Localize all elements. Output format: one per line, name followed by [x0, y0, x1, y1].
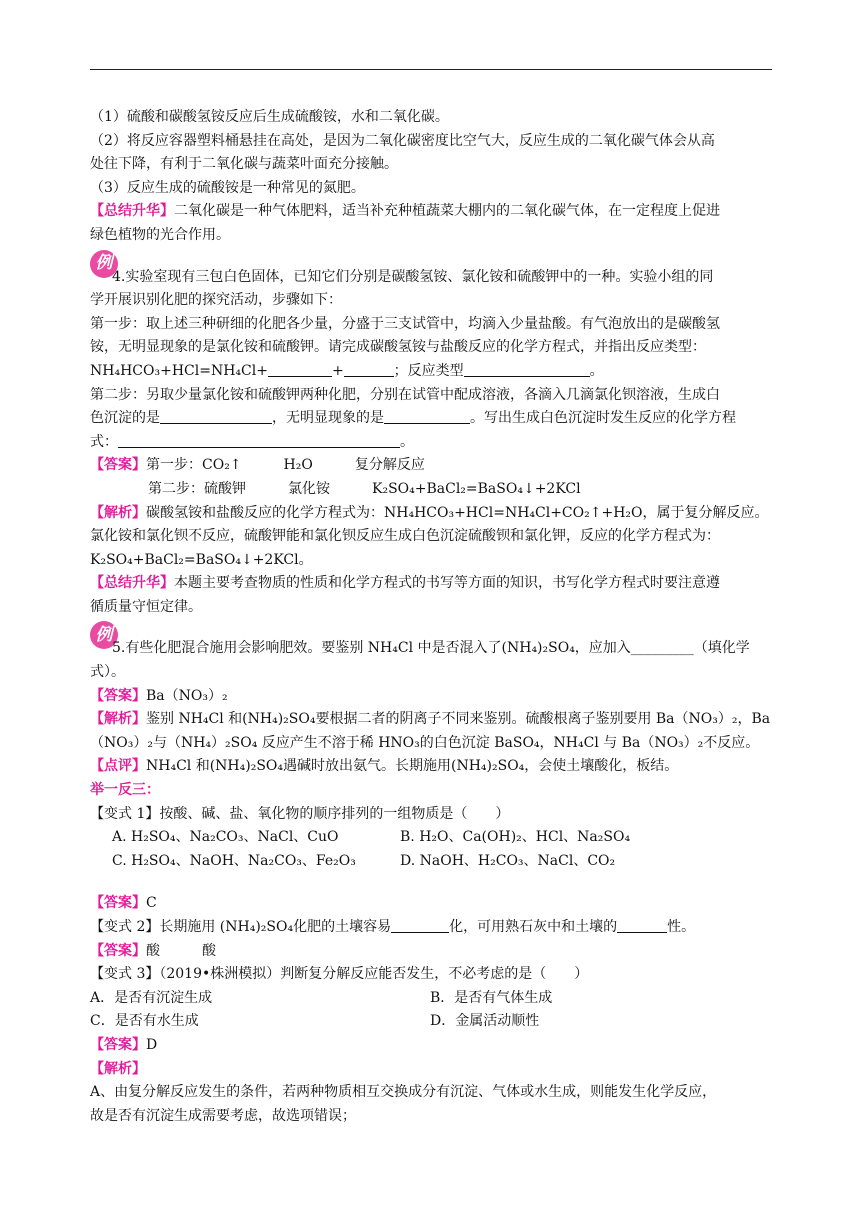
- v1-option-d[interactable]: D. NaOH、H₂CO₃、NaCl、CO₂: [400, 852, 616, 869]
- summary-1b: 绿色植物的光合作用。: [90, 226, 230, 243]
- document-body: [90, 106, 772, 1128]
- v1-text: 按酸、碱、盐、氧化物的顺序排列的一组物质是（ ）: [159, 805, 510, 822]
- v3-option-c[interactable]: C．是否有水生成: [90, 1013, 199, 1030]
- ex4-line-a: 4.实验室现有三包白色固体，已知它们分别是碳酸氢铵、氯化铵和硫酸钾中的一种。实验小组的同: [112, 268, 714, 285]
- sum4-line-1: [90, 572, 772, 596]
- v1-answer-text: C: [146, 895, 157, 912]
- v1-option-b[interactable]: B. H₂O、Ca(OH)₂、HCl、Na₂SO₄: [400, 829, 631, 846]
- blank-5[interactable]: [384, 409, 470, 424]
- v3-answer: [90, 1034, 772, 1058]
- comment-text: NH₄Cl 和(NH₄)₂SO₄遇碱时放出氨气。长期施用(NH₄)₂SO₄，会使土壤酸化，板结。: [146, 758, 679, 775]
- v3-option-b[interactable]: B．是否有气体生成: [430, 989, 553, 1006]
- ans5-text: Ba（NO₃）₂: [146, 687, 228, 704]
- para-2b: 处往下降，有利于二氧化碳与蔬菜叶面充分接触。: [90, 156, 398, 173]
- ex4-line-g: [90, 407, 772, 431]
- ana4-line-1: [90, 502, 772, 526]
- v1-options-row-1: [90, 826, 772, 850]
- h1: 式：: [90, 433, 118, 450]
- g1: 色沉淀的是: [90, 410, 160, 427]
- ana5-line-1: [90, 708, 772, 732]
- v2-blank-2[interactable]: [617, 918, 667, 933]
- sum4-line-2: 循质量守恒定律。: [90, 598, 202, 615]
- ana5-text-1: 鉴别 NH₄Cl 和(NH₄)₂SO₄要根据二者的阴离子不同来鉴别。硫酸根离子鉴别要用 Ba（NO₃）₂，Ba: [146, 711, 771, 728]
- variant-3-question: [90, 963, 772, 987]
- answer-tag: 【答案】: [90, 457, 146, 474]
- v1-tag: 【变式 1】: [90, 805, 160, 822]
- header-rule: [90, 69, 772, 70]
- g3: 。写出生成白色沉淀时发生反应的化学方程: [470, 410, 736, 427]
- v2-text-1: 长期施用 (NH₄)₂SO₄化肥的土壤容易: [159, 919, 392, 935]
- v2-text-2: 化，可用熟石灰中和土壤的: [449, 919, 618, 935]
- v3-options-row-1: [90, 987, 772, 1011]
- ans4-text-1: 第一步：CO₂↑ H₂O 复分解反应: [146, 457, 425, 474]
- analysis-tag-5: 【解析】: [90, 711, 146, 728]
- period: 。: [589, 362, 604, 379]
- ans4-line-1: [90, 454, 772, 478]
- blank-6[interactable]: [118, 433, 400, 448]
- answer-tag-v3: 【答案】: [90, 1036, 146, 1053]
- v3-options-row-2: [90, 1010, 772, 1034]
- g2: ，无明显现象的是: [272, 410, 384, 427]
- v3-analysis-line-2: 故是否有沉淀生成需要考虑，故选项错误；: [90, 1107, 356, 1124]
- v2-tag: 【变式 2】: [90, 919, 160, 935]
- blank-2[interactable]: [344, 362, 394, 377]
- v1-option-c[interactable]: C. H₂SO₄、NaOH、Na₂CO₃、Fe₂O₃: [112, 852, 356, 869]
- blank-1[interactable]: [268, 362, 332, 377]
- summary-tag: 【总结升华】: [90, 203, 174, 220]
- v3-text: （2019•株洲模拟）判断复分解反应能否发生，不必考虑的是（ ）: [159, 966, 589, 983]
- ex4-line-d: 铵，无明显现象的是氯化铵和硫酸钾。请完成碳酸氢铵与盐酸反应的化学方程式，并指出反应类型：: [90, 339, 706, 356]
- answer-tag-5: 【答案】: [90, 687, 146, 704]
- v1-option-a[interactable]: A. H₂SO₄、Na₂CO₃、NaCl、CuO: [112, 829, 339, 846]
- summary-tag-2: 【总结升华】: [90, 575, 174, 592]
- blank-4[interactable]: [160, 409, 272, 424]
- ana5-line-2: （NO₃）₂与（NH₄）₂SO₄ 反应产生不溶于稀 HNO₃的白色沉淀 BaSO₄，NH₄Cl 与 Ba（NO₃）₂不反应。: [90, 734, 760, 751]
- answer-tag-v2: 【答案】: [90, 942, 146, 959]
- ex5-line-a: 5.有些化肥混合施用会影响肥效。要鉴别 NH₄Cl 中是否混入了(NH₄)₂SO₄，应加入_________（填化学: [112, 640, 750, 657]
- v1-answer: [90, 892, 772, 916]
- ex4-line-b: 学开展识别化肥的探究活动，步骤如下：: [90, 292, 342, 309]
- v1-options-row-2: [90, 850, 772, 874]
- para-2a: （2）将反应容器塑料桶悬挂在高处，是因为二氧化碳密度比空气大，反应生成的二氧化碳气体会从高: [90, 132, 715, 149]
- ex4-equation: [90, 360, 772, 384]
- ex4-line-c: 第一步：取上述三种研细的化肥各少量，分盛于三支试管中，均滴入少量盐酸。有气泡放出的是碳酸氢: [90, 315, 720, 332]
- ana4-text-1: 碳酸氢铵和盐酸反应的化学方程式为：NH₄HCO₃+HCl=NH₄Cl+CO₂↑+H₂O，属于复分解反应。: [146, 504, 769, 521]
- ex4-eq-text: NH₄HCO₃+HCl=NH₄Cl+: [90, 362, 268, 379]
- v3-option-a[interactable]: A．是否有沉淀生成: [90, 989, 213, 1006]
- para-3: （3）反应生成的硫酸铵是一种常见的氮肥。: [90, 179, 365, 196]
- comment-tag: 【点评】: [90, 758, 146, 775]
- ex5-line-b: 式）。: [90, 664, 125, 681]
- jyfs-heading: 举一反三：: [90, 782, 160, 799]
- v2-answer: [90, 940, 772, 964]
- v2-answer-text: 酸 酸: [146, 942, 216, 959]
- ex4-line-f: 第二步：另取少量氯化铵和硫酸钾两种化肥，分别在试管中配成溶液，各滴入几滴氯化钡溶液，生成白: [90, 386, 720, 403]
- ana4-line-3: K₂SO₄+BaCl₂=BaSO₄↓+2KCl。: [90, 551, 313, 568]
- blank-3[interactable]: [464, 362, 590, 377]
- v3-analysis-line-1: A、由复分解反应发生的条件，若两种物质相互交换成分有沉淀、气体或水生成，则能发生化学反应，: [90, 1084, 717, 1101]
- v3-analysis-tag: 【解析】: [90, 1060, 146, 1077]
- v2-text-3: 性。: [667, 919, 696, 935]
- ans4-line-2: 第二步：硫酸钾 氯化铵 K₂SO₄+BaCl₂=BaSO₄↓+2KCl: [148, 480, 581, 497]
- v3-tag: 【变式 3】: [90, 966, 160, 983]
- answer-tag-v1: 【答案】: [90, 895, 146, 912]
- summary-1: [90, 200, 772, 224]
- example-badge-icon: 例: [90, 250, 118, 278]
- para-1: （1）硫酸和碳酸氢铵反应后生成硫酸铵，水和二氧化碳。: [90, 109, 449, 125]
- example-badge-icon: 例: [90, 621, 118, 649]
- ana4-line-2: 氯化铵和氯化钡不反应，硫酸钾能和氯化钡反应生成白色沉淀硫酸钡和氯化钾，反应的化学方程式为：: [90, 528, 720, 545]
- variant-1-question: [90, 803, 772, 827]
- summary-text: 二氧化碳是一种气体肥料，适当补充种植蔬菜大棚内的二氧化碳气体，在一定程度上促进: [174, 203, 720, 220]
- sum4-text: 本题主要考查物质的性质和化学方程式的书写等方面的知识，书写化学方程式时要注意遵: [174, 575, 720, 592]
- analysis-tag: 【解析】: [90, 504, 146, 521]
- variant-2-question: [90, 916, 772, 940]
- plus-sign: +: [331, 362, 344, 379]
- v3-option-d[interactable]: D．金属活动顺性: [430, 1013, 540, 1030]
- comment5-line: [90, 755, 772, 779]
- v2-blank-1[interactable]: [391, 918, 449, 933]
- reaction-type-label: ；反应类型: [393, 362, 464, 379]
- ans5-line: [90, 685, 772, 709]
- v3-answer-text: D: [146, 1036, 158, 1053]
- ex4-line-h: [90, 431, 772, 455]
- h-end: 。: [400, 433, 414, 450]
